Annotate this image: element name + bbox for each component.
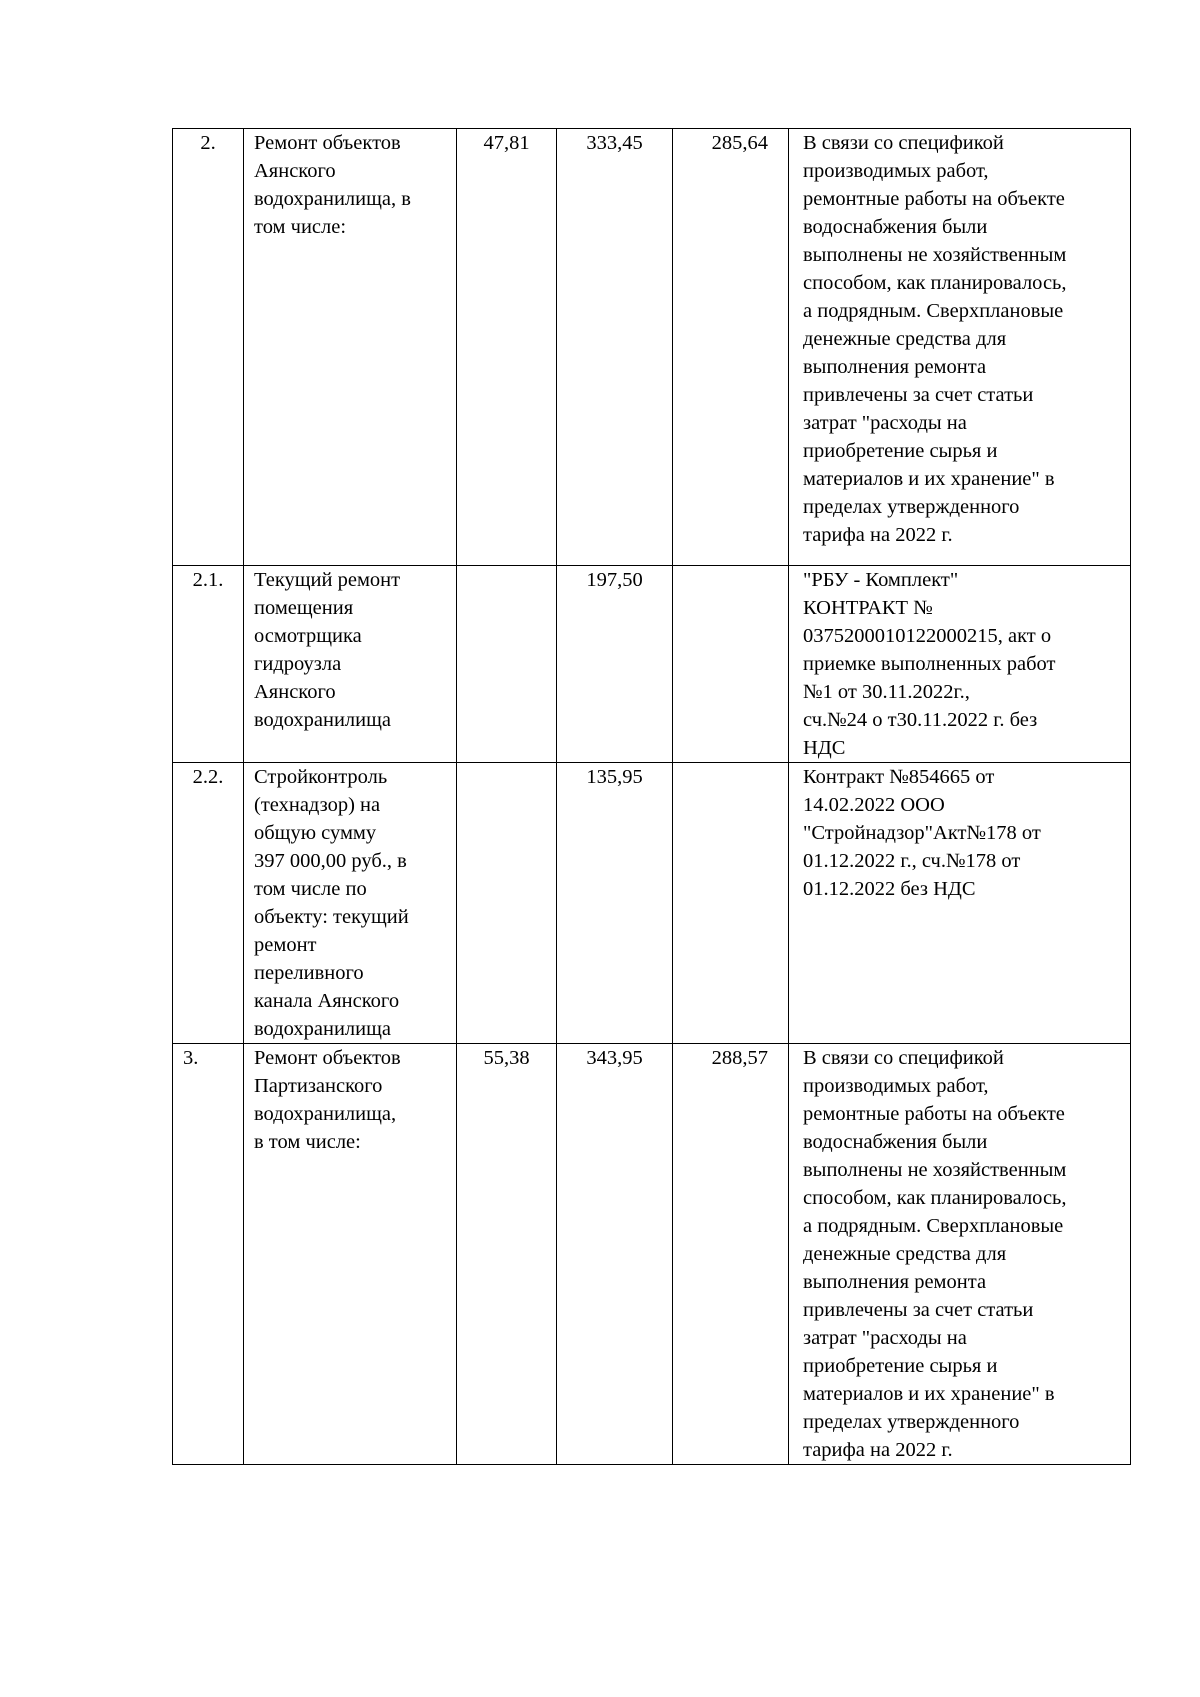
table-row — [173, 566, 1131, 763]
note-cell — [789, 566, 1131, 763]
note-cell — [789, 129, 1131, 566]
row-number-cell — [173, 1044, 244, 1465]
value-2-cell — [557, 566, 673, 763]
table-row — [173, 763, 1131, 1044]
note-text: Контракт №854665 от 14.02.2022 ООО "Стройнадзор"Акт№178 от 01.12.2022 г., сч.№178 от 01.12.2022 без НДС — [803, 766, 1041, 900]
value-1-cell — [457, 763, 557, 1044]
item-name-cell — [244, 1044, 457, 1465]
item-name-cell — [244, 566, 457, 763]
note-text: "РБУ - Комплект" КОНТРАКТ № 0375200010122000215, акт о приемке выполненных работ №1 от 30.11.2022г., сч.№24 о т30.11.2022 г. без НДС — [803, 569, 1056, 759]
item-name: Ремонт объектов Аянского водохранилища, в том числе: — [254, 132, 411, 238]
item-name-cell — [244, 129, 457, 566]
row-number: 3. — [183, 1047, 199, 1069]
value-2: 135,95 — [586, 766, 643, 788]
value-2: 333,45 — [586, 132, 643, 154]
value-3-cell — [673, 566, 789, 763]
value-2: 343,95 — [586, 1047, 643, 1069]
value-2: 197,50 — [586, 569, 643, 591]
row-number: 2.2. — [192, 766, 224, 788]
note-text: В связи со спецификой производимых работ, ремонтные работы на объекте водоснабжения были выполнены не хозяйственным способом, как планировалось, а подрядным. Сверхплановые денежные средства для выполнения ремонта привлечены за счет статьи затрат "расходы на приобретение сырья и материалов и их хранение" в пределах утвержденного тарифа на 2022 г. — [803, 132, 1067, 546]
value-1-cell — [457, 566, 557, 763]
item-name: Ремонт объектов Партизанского водохранилища, в том числе: — [254, 1047, 401, 1153]
note-text: В связи со спецификой производимых работ, ремонтные работы на объекте водоснабжения были выполнены не хозяйственным способом, как планировалось, а подрядным. Сверхплановые денежные средства для выполнения ремонта привлечены за счет статьи затрат "расходы на приобретение сырья и материалов и их хранение" в пределах утвержденного тарифа на 2022 г. — [803, 1047, 1067, 1461]
value-3-cell — [673, 129, 789, 566]
value-1: 55,38 — [483, 1047, 530, 1069]
row-number-cell — [173, 129, 244, 566]
value-2-cell — [557, 129, 673, 566]
table-row — [173, 1044, 1131, 1465]
row-number: 2.1. — [192, 569, 224, 591]
value-1: 47,81 — [483, 132, 530, 154]
value-3: 285,64 — [711, 132, 768, 154]
value-3-cell — [673, 1044, 789, 1465]
value-2-cell — [557, 1044, 673, 1465]
row-number: 2. — [200, 132, 216, 154]
item-name-cell — [244, 763, 457, 1044]
value-1-cell — [457, 1044, 557, 1465]
row-number-cell — [173, 763, 244, 1044]
value-1-cell — [457, 129, 557, 566]
item-name: Текущий ремонт помещения осмотрщика гидроузла Аянского водохранилища — [254, 569, 401, 731]
value-2-cell — [557, 763, 673, 1044]
table-row — [173, 129, 1131, 566]
repair-costs-table — [172, 128, 1131, 1465]
note-cell — [789, 1044, 1131, 1465]
item-name: Стройконтроль (технадзор) на общую сумму 397 000,00 руб., в том числе по объекту: текущий ремонт переливного канала Аянского водохранилища — [254, 766, 409, 1040]
row-number-cell — [173, 566, 244, 763]
value-3: 288,57 — [711, 1047, 768, 1069]
value-3-cell — [673, 763, 789, 1044]
note-cell — [789, 763, 1131, 1044]
